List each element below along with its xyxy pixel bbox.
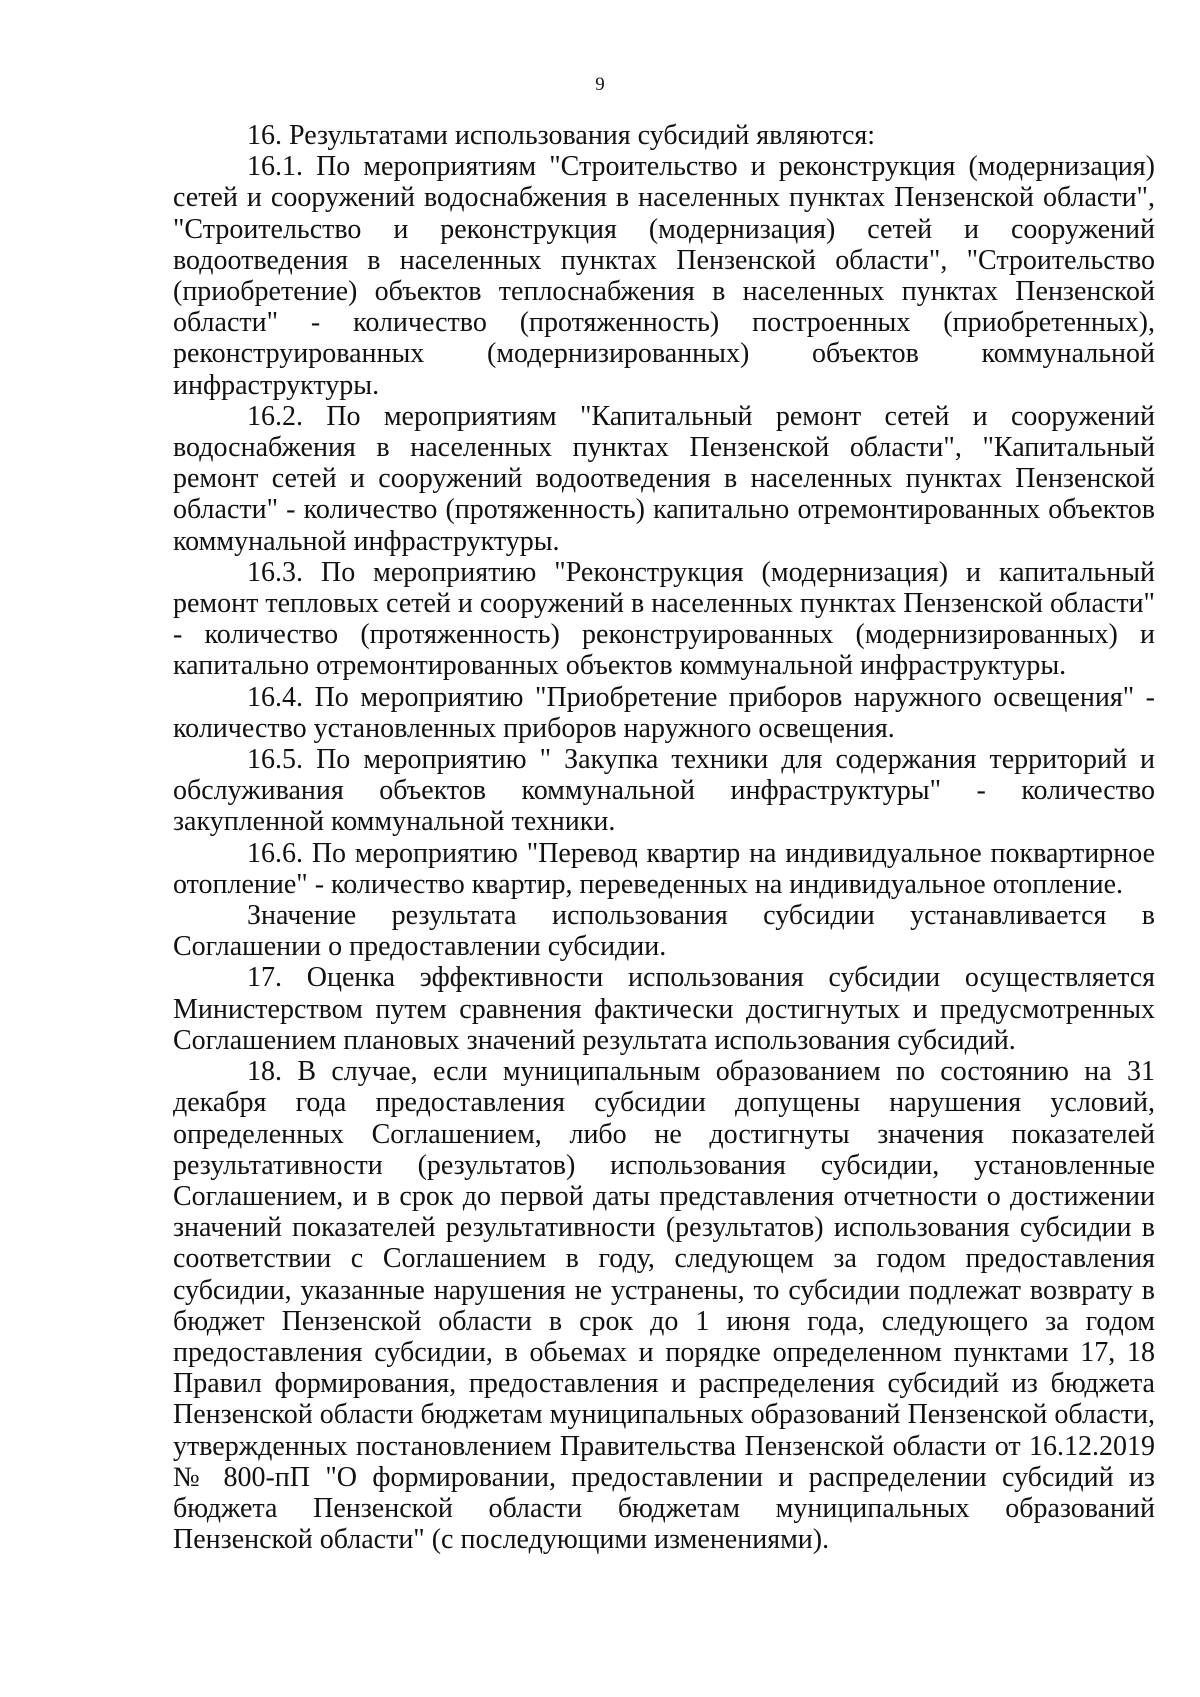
paragraph-text: Значение результата использования субсидии устанавливается в Соглашении о предоставлении субсидии. (173, 900, 1155, 963)
paragraph-16-3 (173, 557, 1155, 682)
paragraph-number: 16. (247, 120, 282, 151)
paragraph-text: По мероприятиям "Капитальный ремонт сетей и сооружений водоснабжения в населенных пунктах Пензенской области", "Капитальный ремонт сетей и сооружений водоотведения в населенных пунктах Пензенской области" - количество (протяженность) капитально отремонтированных объектов коммунальной инфраструктуры. (173, 400, 1155, 557)
paragraph-text: По мероприятию "Перевод квартир на индивидуальное поквартирное отопление" - количество квартир, переведенных на индивидуальное отопление. (173, 837, 1156, 900)
paragraph-number: 16.2. (247, 400, 303, 432)
paragraph-18 (173, 1056, 1155, 1555)
paragraph-number: 16.1. (247, 151, 303, 183)
paragraph-text: Оценка эффективности использования субсидии осуществляется Министерством путем сравнения фактически достигнутых и предусмотренных Соглашением плановых значений результата использования субсидий. (173, 962, 1156, 1056)
paragraph-text: По мероприятию "Приобретение приборов наружного освещения" - количество установленных приборов наружного освещения. (173, 681, 1156, 744)
paragraph-16-1 (173, 151, 1155, 401)
paragraph-number: 17. (247, 962, 282, 994)
paragraph-number: 16.6. (247, 837, 303, 869)
paragraph-text: В случае, если муниципальным образованием по состоянию на 31 декабря года предоставления субсидии допущены нарушения условий, определенных Соглашением, либо не достигнуты значения показателей результативности (результатов) использования субсидии, установленные Соглашением, и в срок до первой даты представления отчетности о достижении значений показателей результативности (результатов) использования субсидии в соответствии с Соглашением в году, следующем за годом предоставления субсидии, указанные нарушения не устранены, то субсидии подлежат возврату в бюджет Пензенской области в срок до 1 июня года, следующего за годом предоставления субсидии, в обьемах и порядке определенном пунктами 17, 18 Правил формирования, предоставления и распределения субсидий из бюджета Пензенской области бюджетам муниципальных образований Пензенской области, утвержденных постановлением Правительства Пензенской области от 16.12.2019 № 800-пП "О формировании, предоставлении и распределении субсидий из бюджета Пензенской области бюджетам муниципальных образований Пензенской области" (с последующими изменениями). (173, 1056, 1156, 1556)
document-body (173, 120, 1155, 1555)
paragraph-17 (173, 962, 1155, 1056)
paragraph-number: 18. (247, 1056, 282, 1088)
paragraph-result-value (173, 900, 1155, 962)
paragraph-text: По мероприятию " Закупка техники для содержания территорий и обслуживания объектов коммунальной инфраструктуры" - количество закупленной коммунальной техники. (173, 744, 1156, 838)
paragraph-16-6 (173, 838, 1155, 900)
paragraph-16-4 (173, 682, 1155, 744)
paragraph-text: По мероприятию "Реконструкция (модернизация) и капитальный ремонт тепловых сетей и сооружений в населенных пунктах Пензенской области" - количество (протяженность) реконструированных (модернизированных) и капитально отремонтированных объектов коммунальной инфраструктуры. (173, 556, 1155, 682)
paragraph-text: По мероприятиям "Строительство и реконструкция (модернизация) сетей и сооружений водоснабжения в населенных пунктах Пензенской области", "Строительство и реконструкция (модернизация) сетей и сооружений водоотведения в населенных пунктах Пензенской области", "Строительство (приобретение) объектов теплоснабжения в населенных пунктах Пензенской области" - количество (протяженность) построенных (приобретенных), реконструированных (модернизированных) объектов коммунальной инфраструктуры. (173, 151, 1155, 401)
paragraph-16-5 (173, 744, 1155, 838)
paragraph-16 (173, 120, 1155, 151)
paragraph-number: 16.3. (247, 556, 303, 588)
paragraph-16-2 (173, 401, 1155, 557)
paragraph-text: Результатами использования субсидий являются: (289, 120, 876, 151)
paragraph-number: 16.5. (247, 744, 303, 776)
page-number: 9 (595, 74, 605, 95)
paragraph-number: 16.4. (247, 681, 303, 713)
